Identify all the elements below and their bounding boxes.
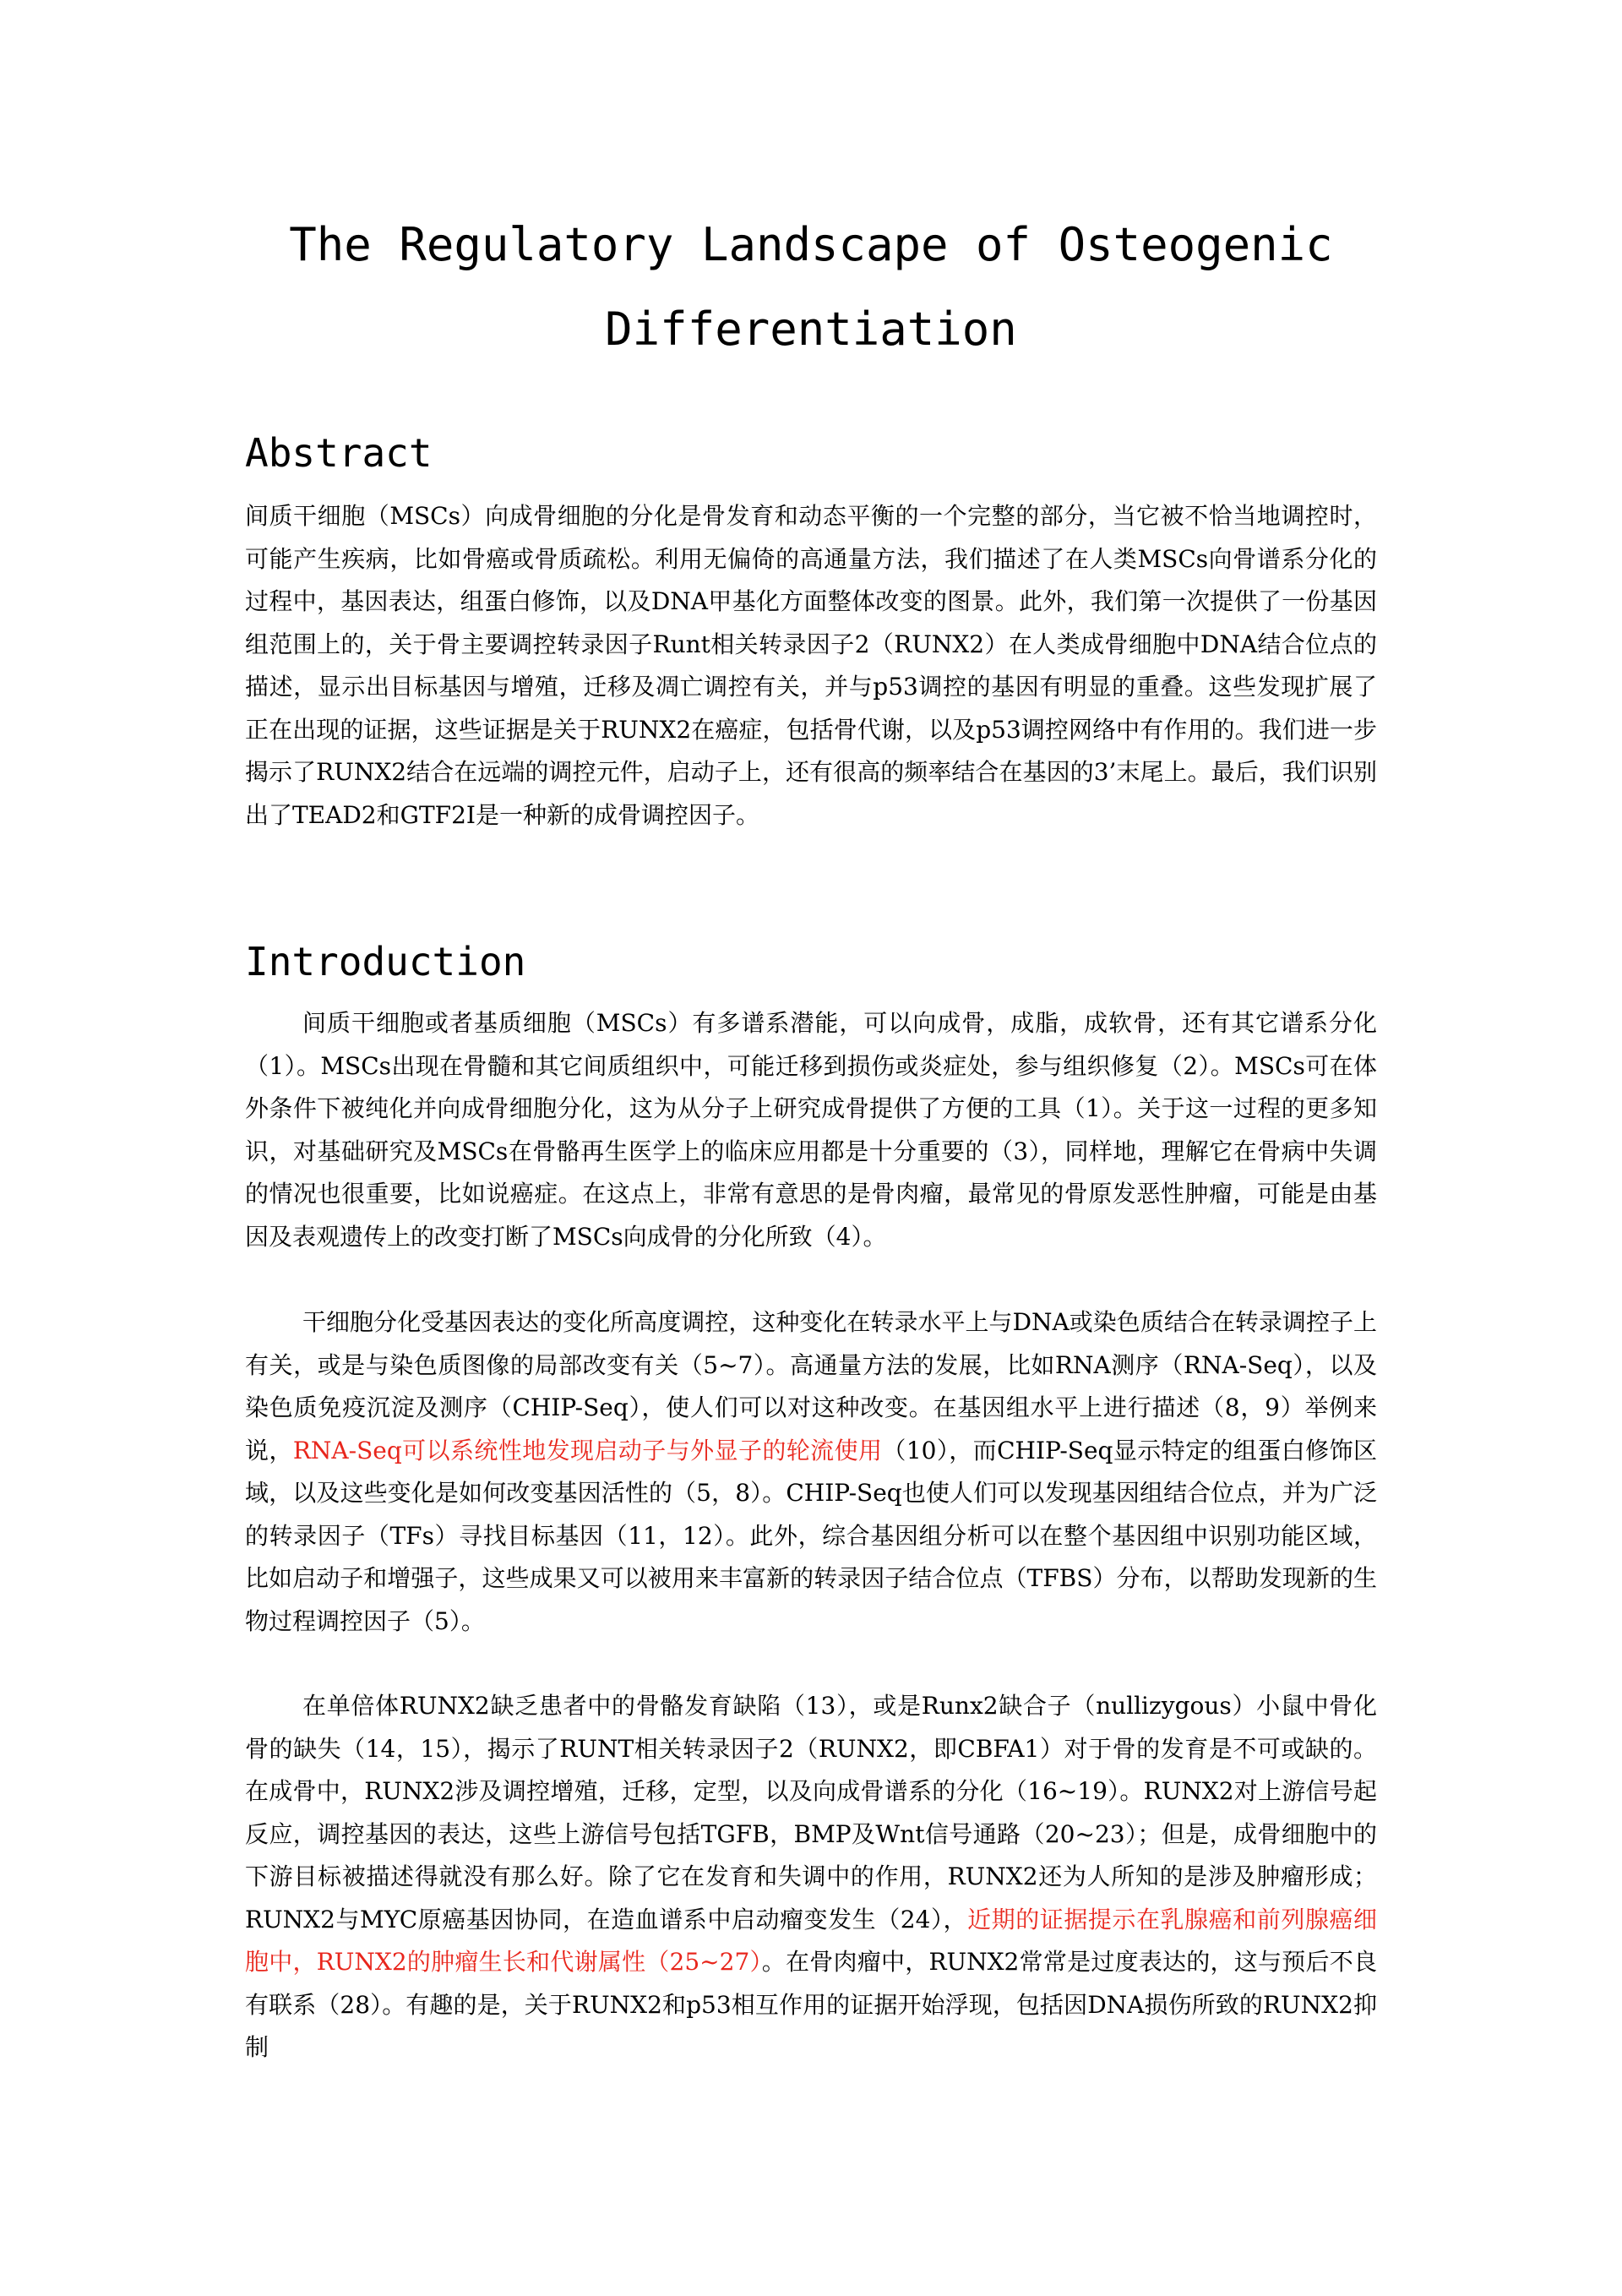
introduction-paragraph-1: 间质干细胞或者基质细胞（MSCs）有多谱系潜能，可以向成骨，成脂，成软骨，还有其它谱系分化（1）。MSCs出现在骨髓和其它间质组织中，可能迁移到损伤或炎症处，参与组织修复（2）。MSCs可在体外条件下被纯化并向成骨细胞分化，这为从分子上研究成骨提供了方便的工具（1）。关于这一过程的更多知识，对基础研究及MSCs在骨骼再生医学上的临床应用都是十分重要的（3），同样地，理解它在骨病中失调的情况也很重要，比如说癌症。在这点上，非常有意思的是骨肉瘤，最常见的骨原发恶性肿瘤，可能是由基因及表观遗传上的改变打断了MSCs向成骨的分化所致（4）。 — [245, 1009, 1377, 1251]
para2-text-a: 干细胞分化受基因表达的变化所高度调控，这种变化在转录水平上与DNA或染色质结合在转录调控子上有关，或是与染色质图像的局部改变有关（5~7）。高通量方法的发展，比如RNA测序（RNA-Seq），以及染色质免疫沉淀及测序（CHIP-Seq），使人们可以对这种改变。在基因组水平上进行描述（8，9）举例来说， — [245, 1308, 1377, 1464]
abstract-heading: Abstract — [245, 430, 433, 476]
title-line-2: Differentiation — [605, 303, 1017, 356]
para3-text-b: 。在骨肉瘤中，RUNX2常常是过度表达的，这与预后不良有联系（28）。有趣的是，关于RUNX2和p53相互作用的证据开始浮现，包括因DNA损伤所致的RUNX2抑制 — [245, 1948, 1377, 2061]
para2-text-b: （10），而CHIP-Seq显示特定的组蛋白修饰区域，以及这些变化是如何改变基因活性的（5，8）。CHIP-Seq也使人们可以发现基因组结合位点，并为广泛的转录因子（TFs）寻找目标基因（11，12）。此外，综合基因组分析可以在整个基因组中识别功能区域，比如启动子和增强子，这些成果又可以被用来丰富新的转录因子结合位点（TFBS）分布，以帮助发现新的生物过程调控因子（5）。 — [245, 1436, 1377, 1635]
para3-highlighted-text: 近期的证据提示在乳腺癌和前列腺癌细胞中，RUNX2的肿瘤生长和代谢属性（25~27） — [245, 1905, 1377, 1976]
title-line-1: The Regulatory Landscape of Osteogenic — [289, 218, 1333, 271]
introduction-paragraph-3 — [245, 1685, 1377, 2070]
document-title — [245, 203, 1377, 372]
para3-text-a: 在单倍体RUNX2缺乏患者中的骨骼发育缺陷（13），或是Runx2缺合子（nullizygous）小鼠中骨化骨的缺失（14，15），揭示了RUNT相关转录因子2（RUNX2，即CBFA1）对于骨的发育是不可或缺的。在成骨中，RUNX2涉及调控增殖，迁移，定型，以及向成骨谱系的分化（16~19）。RUNX2对上游信号起反应，调控基因的表达，这些上游信号包括TGFB，BMP及Wnt信号通路（20~23）；但是，成骨细胞中的下游目标被描述得就没有那么好。除了它在发育和失调中的作用，RUNX2还为人所知的是涉及肿瘤形成；RUNX2与MYC原癌基因协同，在造血谱系中启动瘤变发生（24）， — [245, 1692, 1377, 1933]
para2-highlighted-text: RNA-Seq可以系统性地发现启动子与外显子的轮流使用 — [292, 1436, 883, 1464]
introduction-paragraph-2 — [245, 1301, 1377, 1643]
abstract-paragraph: 间质干细胞（MSCs）向成骨细胞的分化是骨发育和动态平衡的一个完整的部分，当它被不恰当地调控时，可能产生疾病，比如骨癌或骨质疏松。利用无偏倚的高通量方法，我们描述了在人类MSCs向骨谱系分化的过程中，基因表达，组蛋白修饰，以及DNA甲基化方面整体改变的图景。此外，我们第一次提供了一份基因组范围上的，关于骨主要调控转录因子Runt相关转录因子2（RUNX2）在人类成骨细胞中DNA结合位点的描述，显示出目标基因与增殖，迁移及凋亡调控有关，并与p53调控的基因有明显的重叠。这些发现扩展了正在出现的证据，这些证据是关于RUNX2在癌症，包括骨代谢，以及p53调控网络中有作用的。我们进一步揭示了RUNX2结合在远端的调控元件，启动子上，还有很高的频率结合在基因的3’末尾上。最后，我们识别出了TEAD2和GTF2I是一种新的成骨调控因子。 — [245, 502, 1377, 829]
introduction-heading: Introduction — [245, 939, 526, 984]
